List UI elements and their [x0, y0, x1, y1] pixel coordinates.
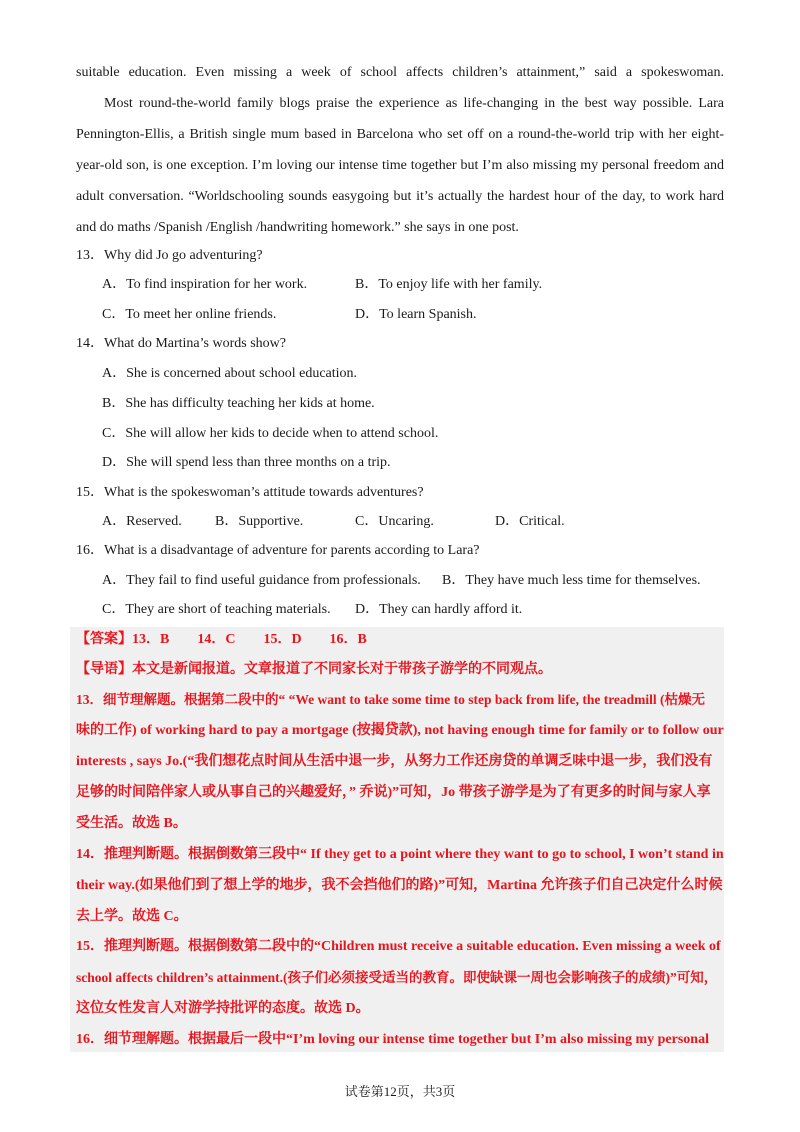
question-14-stem: 14．What do Martina’s words show? — [76, 336, 286, 351]
question-13-option-d[interactable]: D．To learn Spanish. — [355, 307, 477, 322]
passage-line: Pennington-Ellis, a British single mum based in Barcelona who set off on a round-the-world trip with her eight- — [76, 127, 724, 142]
question-16-stem: 16．What is a disadvantage of adventure for parents according to Lara? — [76, 543, 480, 558]
passage — [76, 57, 724, 243]
question-15-option-b[interactable]: B．Supportive. — [215, 514, 304, 529]
passage-line: Most round-the-world family blogs praise the experience as life-changing in the best way possible. Lara — [104, 96, 724, 111]
explanation-line: 足够的时间陪伴家人或从事自己的兴趣爱好，” 乔说)”可知，Jo 带孩子游学是为了有更多的时间与家人享 — [76, 785, 711, 800]
question-16-option-b[interactable]: B．They have much less time for themselves. — [442, 573, 701, 588]
question-14-option-c[interactable]: C．She will allow her kids to decide when to attend school. — [102, 426, 439, 441]
explanation-line: 13．细节理解题。根据第二段中的“ “We want to take some time to step back from life, the treadmill (枯燥无 — [76, 692, 706, 707]
question-16-option-a[interactable]: A．They fail to find useful guidance from professionals. — [102, 573, 421, 588]
explanation-line: 去上学。故选 C。 — [76, 909, 188, 924]
passage-line: and do maths /Spanish /English /handwriting homework.” she says in one post. — [76, 220, 519, 235]
question-13-option-b[interactable]: B．To enjoy life with her family. — [355, 277, 543, 292]
explanation-line: 受生活。故选 B。 — [76, 816, 187, 831]
passage-line: adult conversation. “Worldschooling sounds easygoing but it’s actually the hardest hour of the day, to work hard — [76, 189, 724, 204]
explanation-line: 14．推理判断题。根据倒数第三段中“ If they get to a point where they want to go to school, I won’t stand in — [76, 847, 724, 862]
explanation-line: school affects children’s attainment.(孩子们必须接受适当的教育。即使缺课一周也会影响孩子的成绩)”可知， — [76, 970, 718, 985]
explanation-line: 15．推理判断题。根据倒数第二段中的“Children must receive a suitable education. Even missing a week of — [76, 939, 721, 954]
passage-line: suitable education. Even missing a week of school affects children’s attainment,” said a spokeswoman. — [76, 65, 724, 80]
explanation-line: 16．细节理解题。根据最后一段中“I’m loving our intense time together but I’m also missing my personal — [76, 1032, 709, 1047]
question-13-stem: 13．Why did Jo go adventuring? — [76, 248, 263, 263]
passage-line: year-old son, is one exception. I’m loving our intense time together but I’m also missing my personal freedom and — [76, 158, 724, 173]
answer-guide: 【导语】本文是新闻报道。文章报道了不同家长对于带孩子游学的不同观点。 — [76, 662, 552, 677]
question-13-option-c[interactable]: C．To meet her online friends. — [102, 307, 277, 322]
question-15-option-d[interactable]: D．Critical. — [495, 514, 565, 529]
question-16-option-c[interactable]: C．They are short of teaching materials. — [102, 602, 331, 617]
explanation-line: interests , says Jo.(“我们想花点时间从生活中退一步，从努力工作还房贷的单调乏味中退一步，我们没有 — [76, 754, 713, 769]
question-15-option-a[interactable]: A．Reserved. — [102, 514, 182, 529]
explanation-line: 味的工作) of working hard to pay a mortgage (按揭贷款), not having enough time for family or to follow our — [76, 723, 724, 738]
answer-key: 【答案】13．B 14．C 15．D 16．B — [76, 632, 367, 647]
explanation-line: their way.(如果他们到了想上学的地步，我不会挡他们的路)”可知，Martina 允许孩子们自己决定什么时候 — [76, 878, 723, 893]
question-14-option-a[interactable]: A．She is concerned about school education. — [102, 366, 358, 381]
question-14-option-d[interactable]: D．She will spend less than three months on a trip. — [102, 455, 391, 470]
question-15-stem: 15．What is the spokeswoman’s attitude towards adventures? — [76, 485, 424, 500]
question-14-option-b[interactable]: B．She has difficulty teaching her kids at home. — [102, 396, 375, 411]
question-16-option-d[interactable]: D．They can hardly afford it. — [355, 602, 523, 617]
explanation-line: 这位女性发言人对游学持批评的态度。故选 D。 — [76, 1001, 370, 1016]
page-footer: 试卷第12页，共3页 — [344, 1084, 456, 1099]
question-15-option-c[interactable]: C．Uncaring. — [355, 514, 434, 529]
question-13-option-a[interactable]: A．To find inspiration for her work. — [102, 277, 308, 292]
